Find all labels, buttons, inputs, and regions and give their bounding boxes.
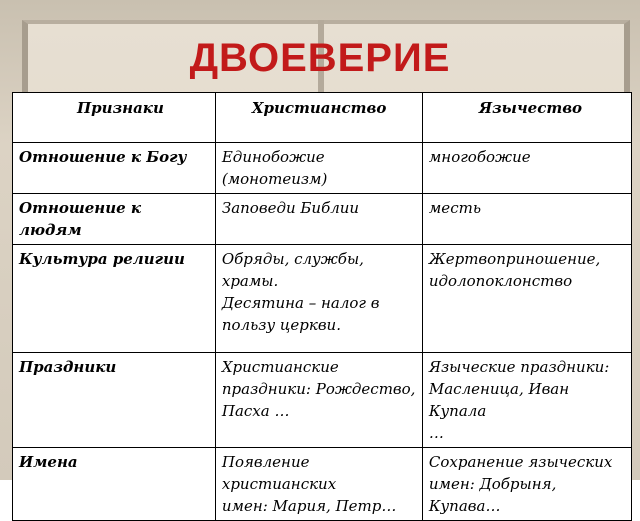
cell-line: Единобожие <box>221 148 325 166</box>
table-header-row <box>13 93 632 143</box>
comparison-table <box>12 92 632 521</box>
cell-line: Христианские <box>221 358 339 376</box>
cell-paganism <box>422 143 631 194</box>
cell-christianity <box>215 143 422 194</box>
table-row <box>13 143 632 194</box>
cell-line: Сохранение языческих <box>428 453 613 471</box>
header-cell-christianity <box>215 93 422 143</box>
row-label: Культура религии <box>13 245 216 353</box>
cell-line: Заповеди Библии <box>221 199 360 217</box>
cell-line: месть <box>428 199 481 217</box>
cell-line: Жертвоприношение, <box>428 250 601 268</box>
cell-line: Десятина – налог в <box>221 294 380 312</box>
cell-line: … <box>428 424 444 442</box>
row-label: Имена <box>13 448 216 521</box>
cell-line: (монотеизм) <box>221 170 328 188</box>
cell-line: Появление христианских <box>221 453 337 493</box>
cell-paganism <box>422 448 631 521</box>
cell-line: идолопоклонство <box>428 272 573 290</box>
cell-christianity <box>215 448 422 521</box>
cell-line: Купава… <box>428 497 501 515</box>
header-cell-paganism <box>422 93 631 143</box>
cell-line: Масленица, Иван Купала <box>428 380 570 420</box>
cell-line: Языческие праздники: <box>428 358 610 376</box>
header-cell-attributes <box>13 93 216 143</box>
cell-line: храмы. <box>221 272 279 290</box>
header-paganism: Язычество <box>478 99 583 117</box>
header-christianity: Христианство <box>251 99 387 117</box>
cell-line: имен: Мария, Петр… <box>221 497 397 515</box>
cell-line: имен: Добрыня, <box>428 475 557 493</box>
page-title: ДВОЕВЕРИЕ <box>189 36 451 80</box>
row-label: Отношение к Богу <box>13 143 216 194</box>
row-label: Праздники <box>13 353 216 448</box>
cell-paganism <box>422 353 631 448</box>
header-attributes: Признаки <box>77 99 164 117</box>
cell-paganism <box>422 194 631 245</box>
table-row <box>13 245 632 353</box>
table-row <box>13 353 632 448</box>
row-label: Отношение к людям <box>13 194 216 245</box>
table-row <box>13 448 632 521</box>
cell-line: Обряды, службы, <box>221 250 364 268</box>
table-row <box>13 194 632 245</box>
cell-line: Пасха … <box>221 402 290 420</box>
cell-paganism <box>422 245 631 353</box>
cell-line: многобожие <box>428 148 531 166</box>
cell-line: праздники: Рождество, <box>221 380 416 398</box>
cell-christianity <box>215 194 422 245</box>
cell-christianity <box>215 245 422 353</box>
cell-christianity <box>215 353 422 448</box>
cell-line: пользу церкви. <box>221 316 341 334</box>
